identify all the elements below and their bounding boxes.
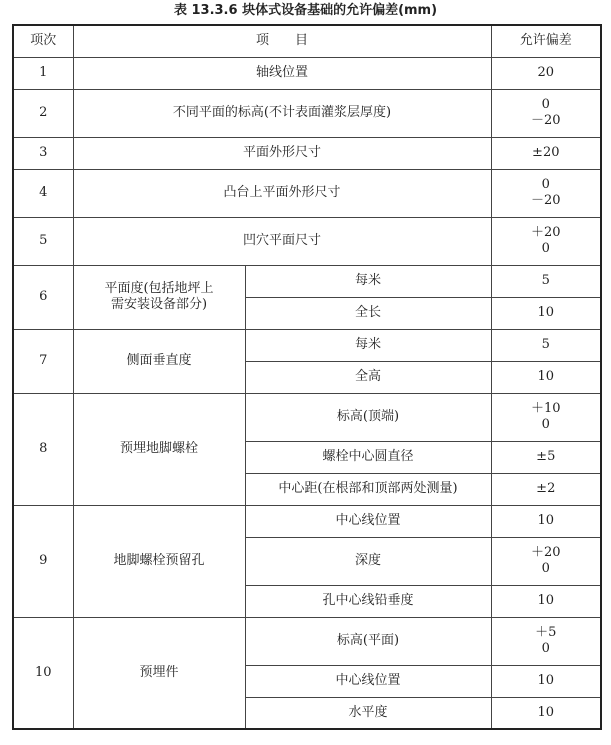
row-item: 轴线位置 bbox=[73, 57, 491, 89]
row-item: 平面外形尺寸 bbox=[73, 137, 491, 169]
row-tolerance: 20 bbox=[491, 57, 601, 89]
sub-item: 每米 bbox=[245, 329, 491, 361]
row-item: 平面度(包括地坪上 需安装设备部分) bbox=[73, 265, 245, 329]
table-row bbox=[13, 169, 601, 217]
header-row bbox=[13, 25, 601, 57]
table-row bbox=[13, 505, 601, 537]
row-tolerance: ＋10 0 bbox=[491, 393, 601, 441]
tolerance-table bbox=[12, 24, 602, 730]
row-item: 侧面垂直度 bbox=[73, 329, 245, 393]
row-no: 6 bbox=[13, 265, 73, 329]
sub-item: 标高(顶端) bbox=[245, 393, 491, 441]
row-tolerance: 0 －20 bbox=[491, 169, 601, 217]
row-tolerance: ±2 bbox=[491, 473, 601, 505]
row-no: 9 bbox=[13, 505, 73, 617]
row-tolerance: ＋5 0 bbox=[491, 617, 601, 665]
row-tolerance: 5 bbox=[491, 265, 601, 297]
table-title: 表 13.3.6 块体式设备基础的允许偏差(mm) bbox=[173, 3, 438, 18]
row-tolerance: ±5 bbox=[491, 441, 601, 473]
table-row bbox=[13, 393, 601, 441]
header-item: 项 目 bbox=[73, 25, 491, 57]
row-no: 5 bbox=[13, 217, 73, 265]
sub-item: 中心距(在根部和顶部两处测量) bbox=[245, 473, 491, 505]
row-no: 8 bbox=[13, 393, 73, 505]
row-item: 地脚螺栓预留孔 bbox=[73, 505, 245, 617]
header-no: 项次 bbox=[13, 25, 73, 57]
table-row bbox=[13, 57, 601, 89]
sub-item: 中心线位置 bbox=[245, 505, 491, 537]
row-item: 凸台上平面外形尺寸 bbox=[73, 169, 491, 217]
sub-item: 水平度 bbox=[245, 697, 491, 729]
sub-item: 全长 bbox=[245, 297, 491, 329]
table-row bbox=[13, 265, 601, 297]
row-no: 7 bbox=[13, 329, 73, 393]
sub-item: 深度 bbox=[245, 537, 491, 585]
row-tolerance: 10 bbox=[491, 505, 601, 537]
sub-item: 螺栓中心圆直径 bbox=[245, 441, 491, 473]
table-row bbox=[13, 137, 601, 169]
row-tolerance: ±20 bbox=[491, 137, 601, 169]
sub-item: 中心线位置 bbox=[245, 665, 491, 697]
sub-item: 全高 bbox=[245, 361, 491, 393]
table-row bbox=[13, 329, 601, 361]
row-tolerance: 10 bbox=[491, 665, 601, 697]
row-item: 预埋地脚螺栓 bbox=[73, 393, 245, 505]
table-row bbox=[13, 217, 601, 265]
row-tolerance: 10 bbox=[491, 585, 601, 617]
row-tolerance: ＋20 0 bbox=[491, 217, 601, 265]
row-no: 4 bbox=[13, 169, 73, 217]
row-tolerance: ＋20 0 bbox=[491, 537, 601, 585]
row-item: 预埋件 bbox=[73, 617, 245, 729]
row-no: 3 bbox=[13, 137, 73, 169]
row-tolerance: 10 bbox=[491, 297, 601, 329]
table-row bbox=[13, 89, 601, 137]
row-no: 2 bbox=[13, 89, 73, 137]
row-no: 10 bbox=[13, 617, 73, 729]
header-tolerance: 允许偏差 bbox=[491, 25, 601, 57]
row-tolerance: 10 bbox=[491, 361, 601, 393]
row-tolerance: 10 bbox=[491, 697, 601, 729]
row-no: 1 bbox=[13, 57, 73, 89]
row-tolerance: 0 －20 bbox=[491, 89, 601, 137]
row-item: 不同平面的标高(不计表面灌浆层厚度) bbox=[73, 89, 491, 137]
sub-item: 标高(平面) bbox=[245, 617, 491, 665]
row-tolerance: 5 bbox=[491, 329, 601, 361]
row-item: 凹穴平面尺寸 bbox=[73, 217, 491, 265]
sub-item: 孔中心线铅垂度 bbox=[245, 585, 491, 617]
sub-item: 每米 bbox=[245, 265, 491, 297]
table-row bbox=[13, 617, 601, 665]
